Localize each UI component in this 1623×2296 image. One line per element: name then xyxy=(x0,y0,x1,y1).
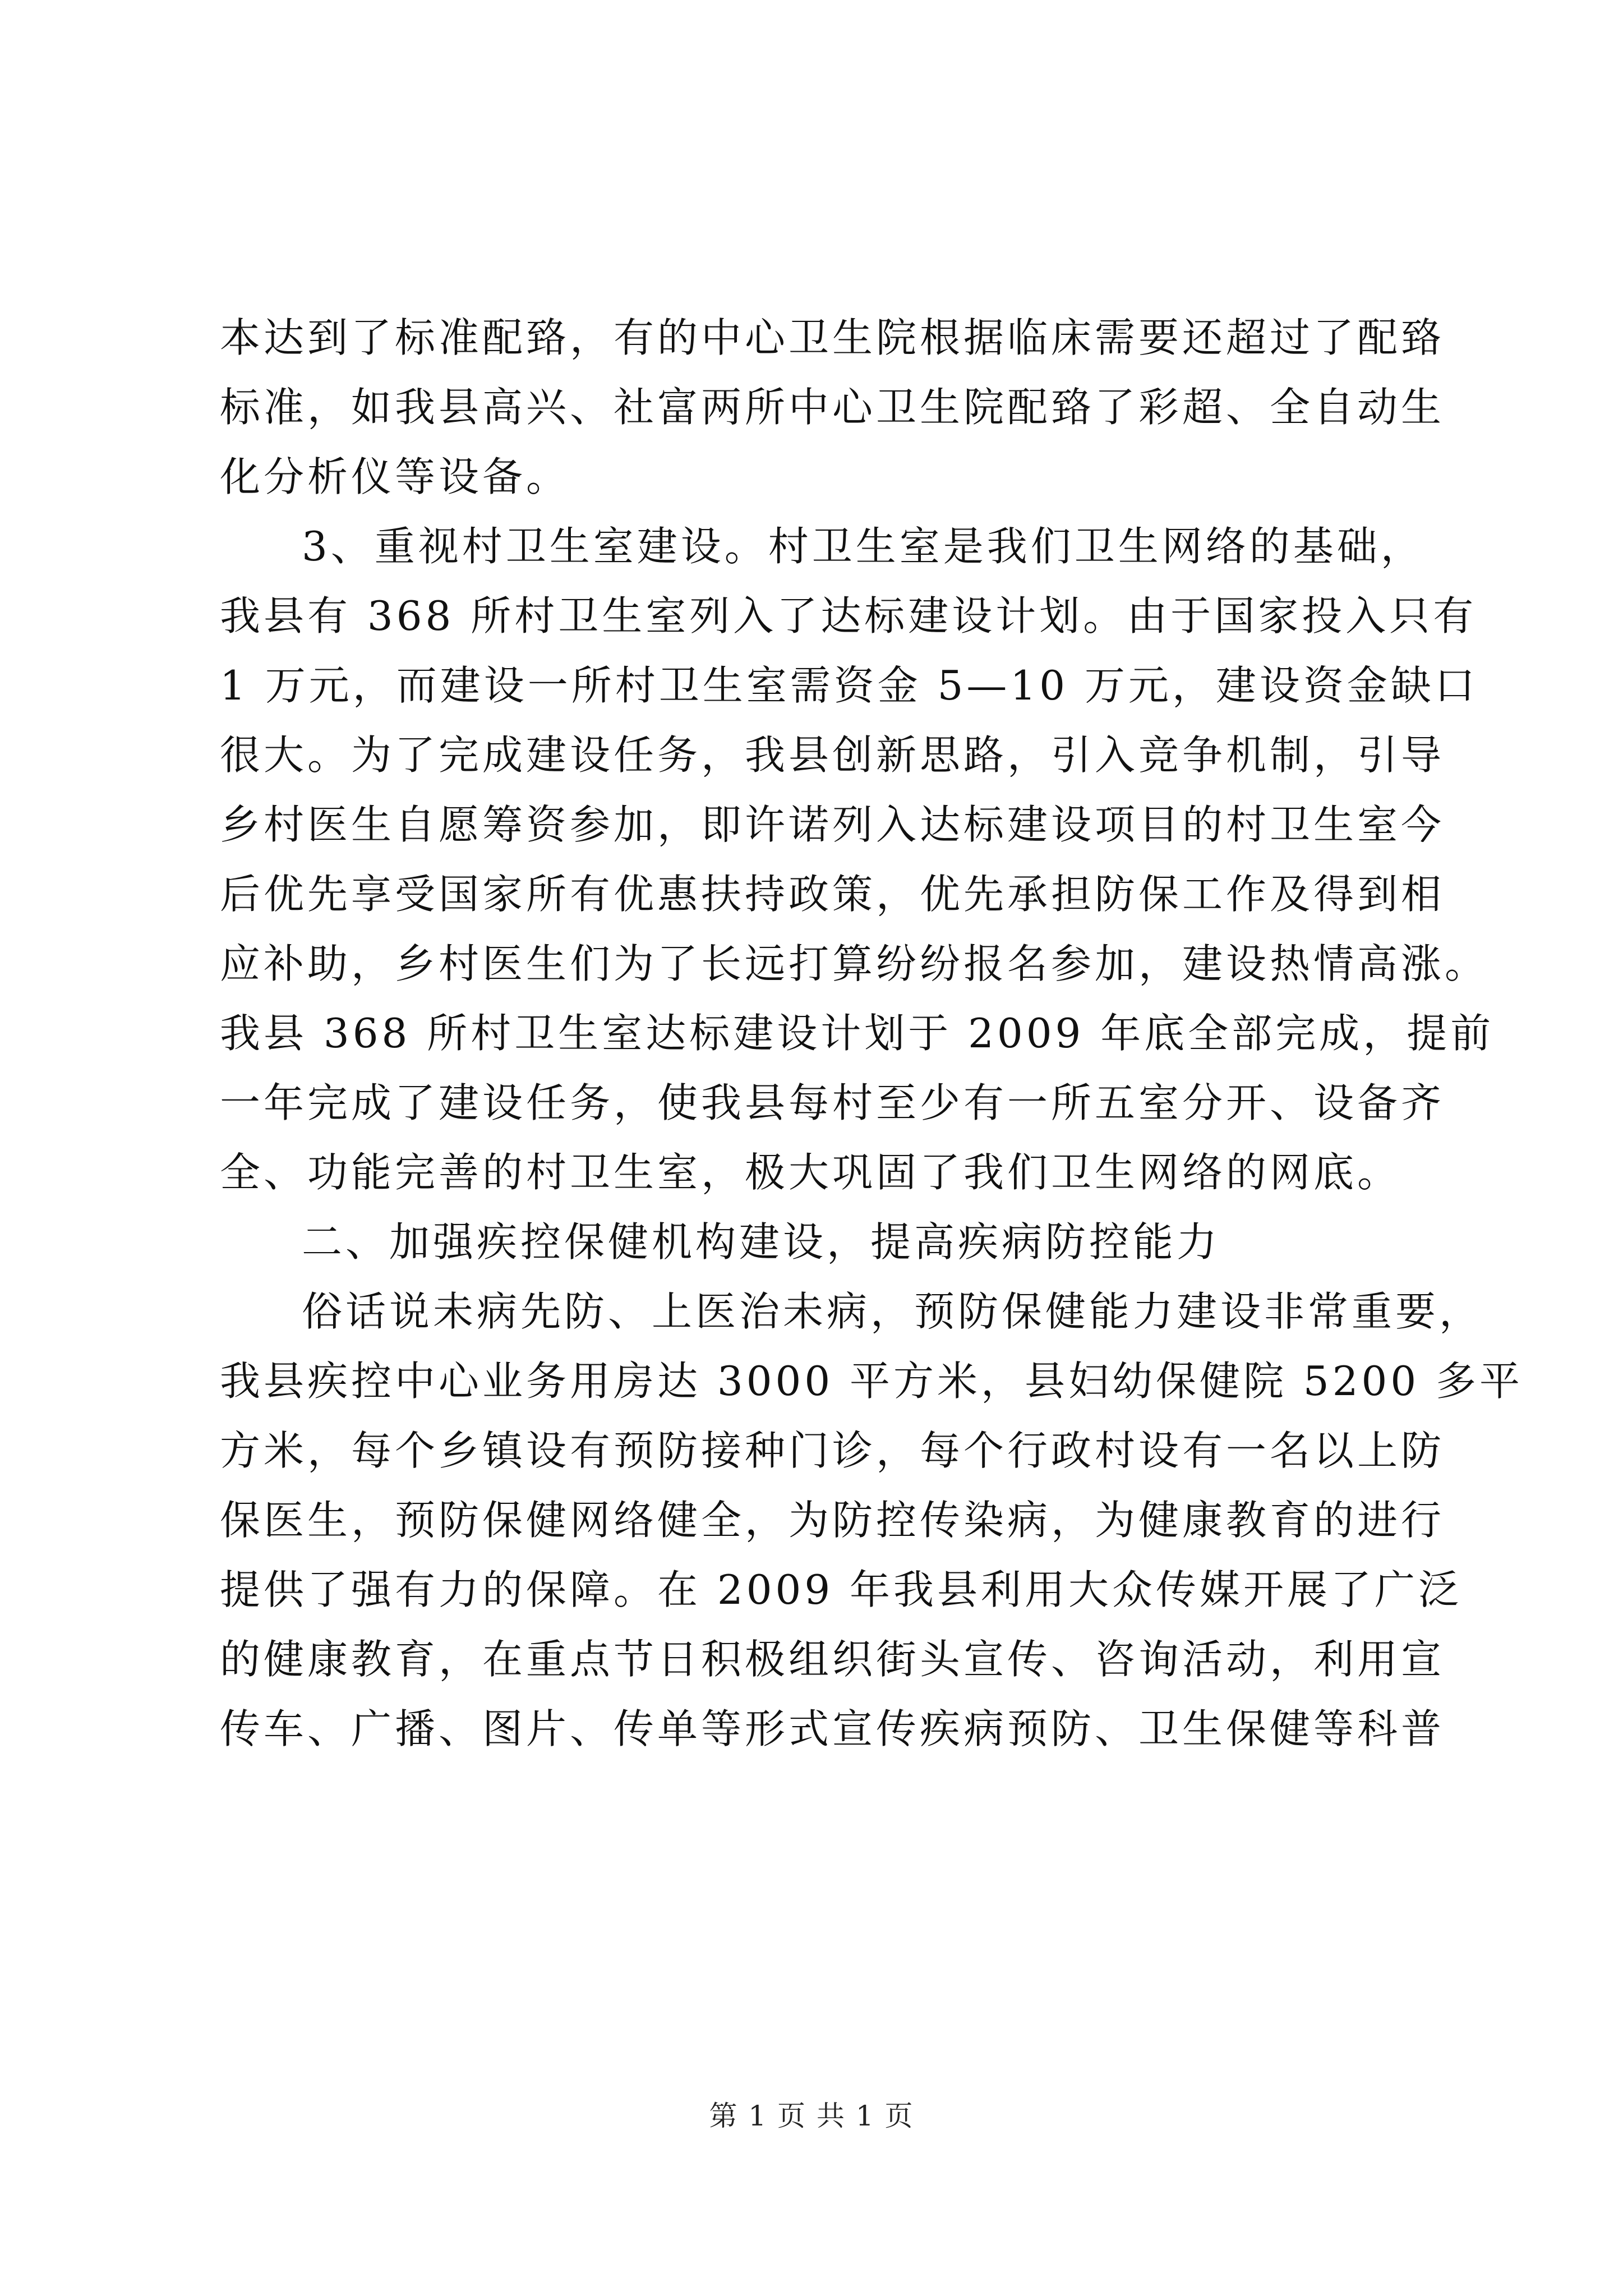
section-heading: 二、加强疾控保健机构建设，提高疾病防控能力 xyxy=(302,1218,1221,1266)
text-line: 标准，如我县高兴、社富两所中心卫生院配臵了彩超、全自动生 xyxy=(220,384,1445,431)
text-line: 全、功能完善的村卫生室，极大巩固了我们卫生网络的网底。 xyxy=(220,1149,1401,1196)
text-line: 保医生，预防保健网络健全，为防控传染病，为健康教育的进行 xyxy=(220,1497,1445,1544)
text-line: 一年完成了建设任务，使我县每村至少有一所五室分开、设备齐 xyxy=(220,1079,1445,1126)
text-line: 方米，每个乡镇设有预防接种门诊，每个行政村设有一名以上防 xyxy=(220,1427,1445,1474)
text-line: 很大。为了完成建设任务，我县创新思路，引入竞争机制，引导 xyxy=(220,731,1445,779)
document-body xyxy=(220,303,1524,1764)
page-footer: 第 1 页 共 1 页 xyxy=(709,2100,914,2132)
text-line: 传车、广播、图片、传单等形式宣传疾病预防、卫生保健等科普 xyxy=(220,1705,1445,1752)
text-line: 我县有 368 所村卫生室列入了达标建设计划。由于国家投入只有 xyxy=(220,592,1477,639)
text-line: 3、重视村卫生室建设。村卫生室是我们卫生网络的基础， xyxy=(302,523,1424,570)
text-line: 我县疾控中心业务用房达 3000 平方米，县妇幼保健院 5200 多平 xyxy=(220,1358,1524,1405)
text-line: 本达到了标准配臵，有的中心卫生院根据临床需要还超过了配臵 xyxy=(220,314,1445,361)
text-line: 后优先享受国家所有优惠扶持政策，优先承担防保工作及得到相 xyxy=(220,871,1445,918)
text-line: 1 万元，而建设一所村卫生室需资金 5—10 万元，建设资金缺口 xyxy=(220,662,1478,709)
text-line: 我县 368 所村卫生室达标建设计划于 2009 年底全部完成，提前 xyxy=(220,1010,1495,1057)
text-line: 化分析仪等设备。 xyxy=(220,453,570,500)
text-line: 乡村医生自愿筹资参加，即许诺列入达标建设项目的村卫生室今 xyxy=(220,801,1445,848)
text-line: 的健康教育，在重点节日积极组织街头宣传、咨询活动，利用宣 xyxy=(220,1636,1445,1683)
text-line: 应补助，乡村医生们为了长远打算纷纷报名参加，建设热情高涨。 xyxy=(220,940,1489,987)
text-line: 俗话说未病先防、上医治未病，预防保健能力建设非常重要， xyxy=(302,1288,1483,1335)
text-line: 提供了强有力的保障。在 2009 年我县利用大众传媒开展了广泛 xyxy=(220,1566,1463,1613)
